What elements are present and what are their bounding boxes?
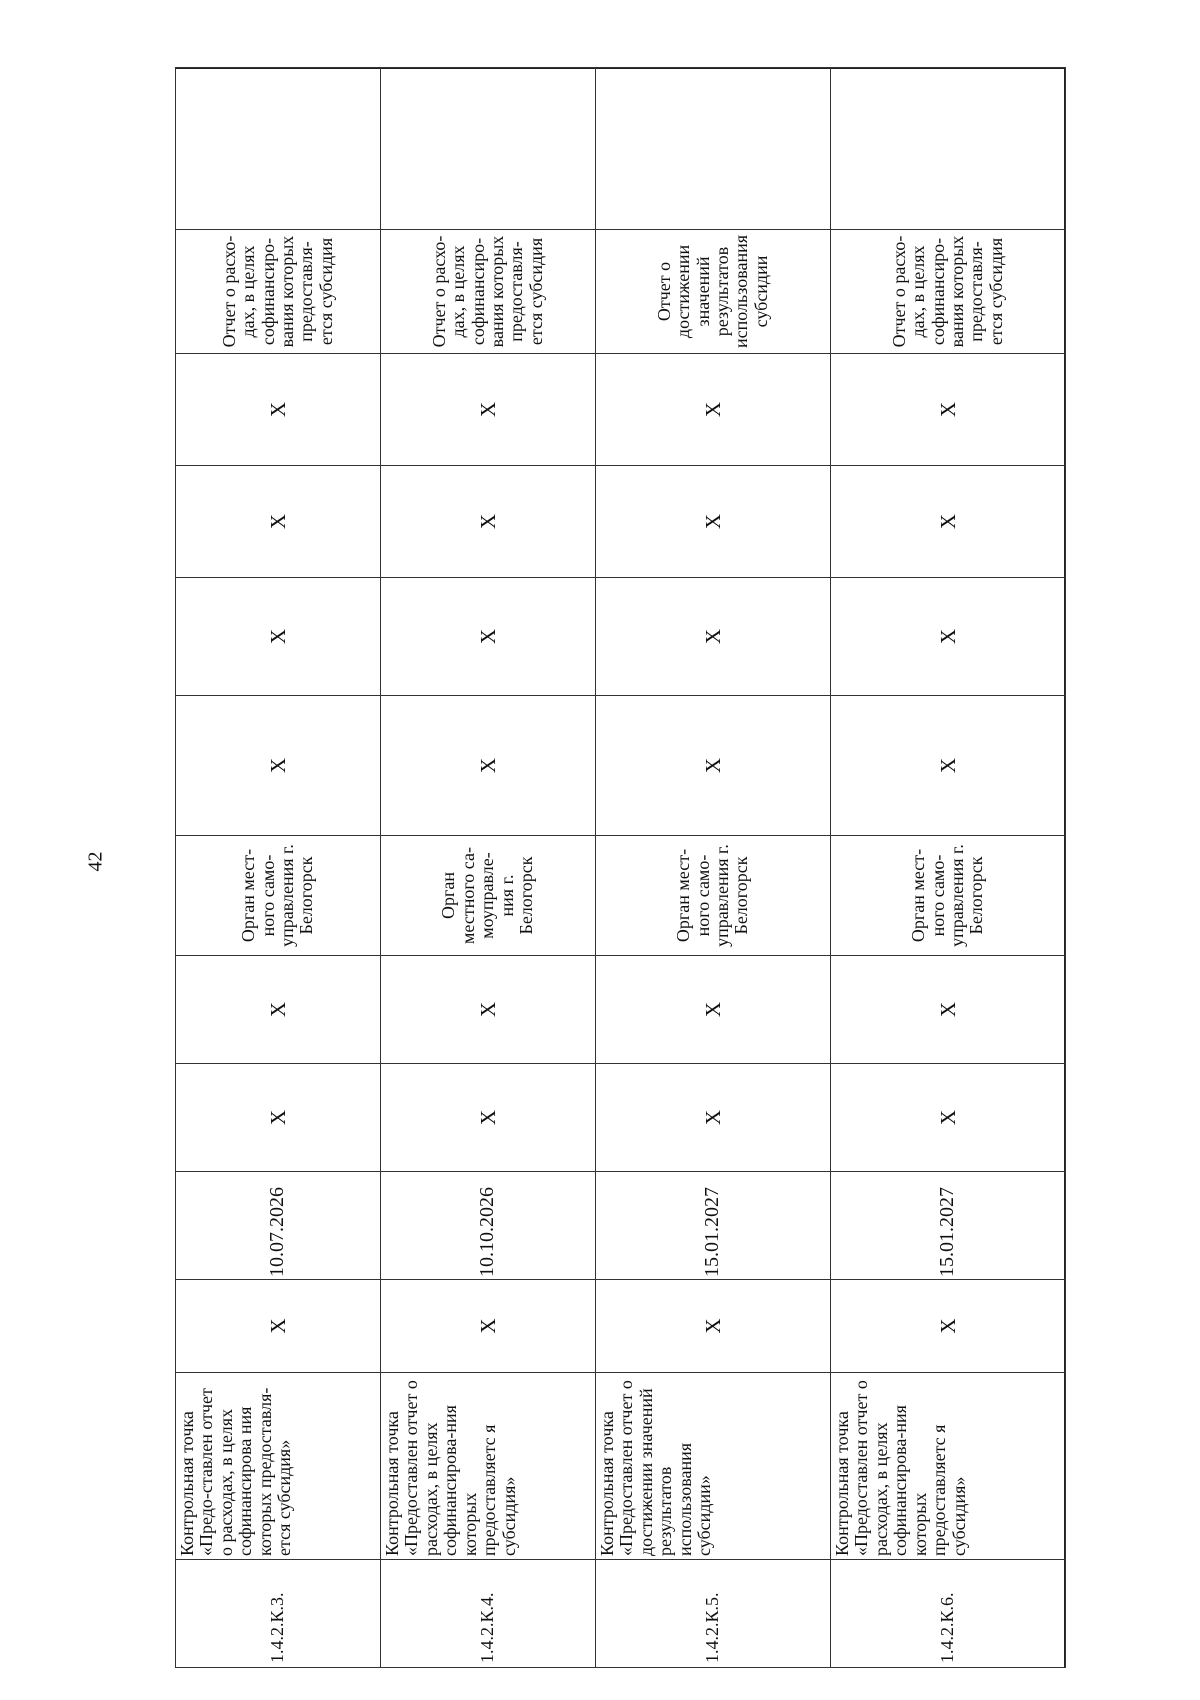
row-organization: Орган мест-ного само-управления г. Белогорск — [831, 836, 1066, 956]
table-row — [831, 68, 1066, 1668]
cell-x: X — [176, 956, 381, 1064]
cell-x: X — [596, 1064, 831, 1172]
cell-x: X — [831, 956, 1066, 1064]
row-empty-cell — [176, 68, 381, 230]
cell-x: X — [381, 1064, 596, 1172]
row-organization: Орган мест-ного само-управления г. Белогорск — [176, 836, 381, 956]
cell-x: X — [831, 1280, 1066, 1373]
row-name: Контрольная точка «Предоставлен отчет о расходах, в целях софинансирова-ния которых предоставляетс я субсидия» — [831, 1373, 1066, 1560]
cell-x: X — [831, 696, 1066, 836]
cell-x: X — [381, 1280, 596, 1373]
row-empty-cell — [381, 68, 596, 230]
cell-x: X — [176, 354, 381, 466]
table-row — [381, 68, 596, 1668]
cell-x: X — [596, 956, 831, 1064]
row-code: 1.4.2.К.4. — [381, 1560, 596, 1668]
cell-x: X — [596, 466, 831, 578]
row-document: Отчет о расхо-дах, в целях софинансиро-вания которых предоставля-ется субсидия — [176, 230, 381, 354]
row-document: Отчет о расхо-дах, в целях софинансиро-вания которых предоставля-ется субсидия — [831, 230, 1066, 354]
row-date: 15.01.2027 — [596, 1172, 831, 1280]
row-date: 10.07.2026 — [176, 1172, 381, 1280]
row-name: Контрольная точка «Предоставлен отчет о достижении значений результатов использования субсидии» — [596, 1373, 831, 1560]
row-organization: Орган мест-ного само-управления г. Белогорск — [596, 836, 831, 956]
cell-x: X — [831, 354, 1066, 466]
row-organization: Орган местного са-моуправле-ния г. Белогорск — [381, 836, 596, 956]
cell-x: X — [831, 1064, 1066, 1172]
cell-x: X — [176, 696, 381, 836]
cell-x: X — [176, 578, 381, 696]
page-number: 42 — [84, 851, 107, 872]
row-date: 10.10.2026 — [381, 1172, 596, 1280]
cell-x: X — [381, 956, 596, 1064]
cell-x: X — [831, 578, 1066, 696]
cell-x: X — [831, 466, 1066, 578]
cell-x: X — [596, 1280, 831, 1373]
row-empty-cell — [831, 68, 1066, 230]
row-code: 1.4.2.К.3. — [176, 1560, 381, 1668]
cell-x: X — [381, 696, 596, 836]
cell-x: X — [176, 466, 381, 578]
cell-x: X — [176, 1280, 381, 1373]
cell-x: X — [596, 354, 831, 466]
row-code: 1.4.2.К.6. — [831, 1560, 1066, 1668]
table-row — [596, 68, 831, 1668]
cell-x: X — [176, 1064, 381, 1172]
table-row — [176, 68, 381, 1668]
cell-x: X — [381, 578, 596, 696]
row-name: Контрольная точка «Предоставлен отчет о расходах, в целях софинансирова-ния которых предоставляетс я субсидия» — [381, 1373, 596, 1560]
row-document: Отчет о расхо-дах, в целях софинансиро-вания которых предоставля-ется субсидия — [381, 230, 596, 354]
row-name: Контрольная точка «Предо-ставлен отчет о расходах, в целях софинансирова ния которых предоставля-ется субсидия» — [176, 1373, 381, 1560]
cell-x: X — [381, 466, 596, 578]
cell-x: X — [381, 354, 596, 466]
row-document: Отчет о достижении значений результатов использования субсидии — [596, 230, 831, 354]
rotated-table-container — [175, 68, 1065, 1668]
row-code: 1.4.2.К.5. — [596, 1560, 831, 1668]
row-date: 15.01.2027 — [831, 1172, 1066, 1280]
control-points-table — [175, 67, 1066, 1668]
row-empty-cell — [596, 68, 831, 230]
cell-x: X — [596, 578, 831, 696]
cell-x: X — [596, 696, 831, 836]
